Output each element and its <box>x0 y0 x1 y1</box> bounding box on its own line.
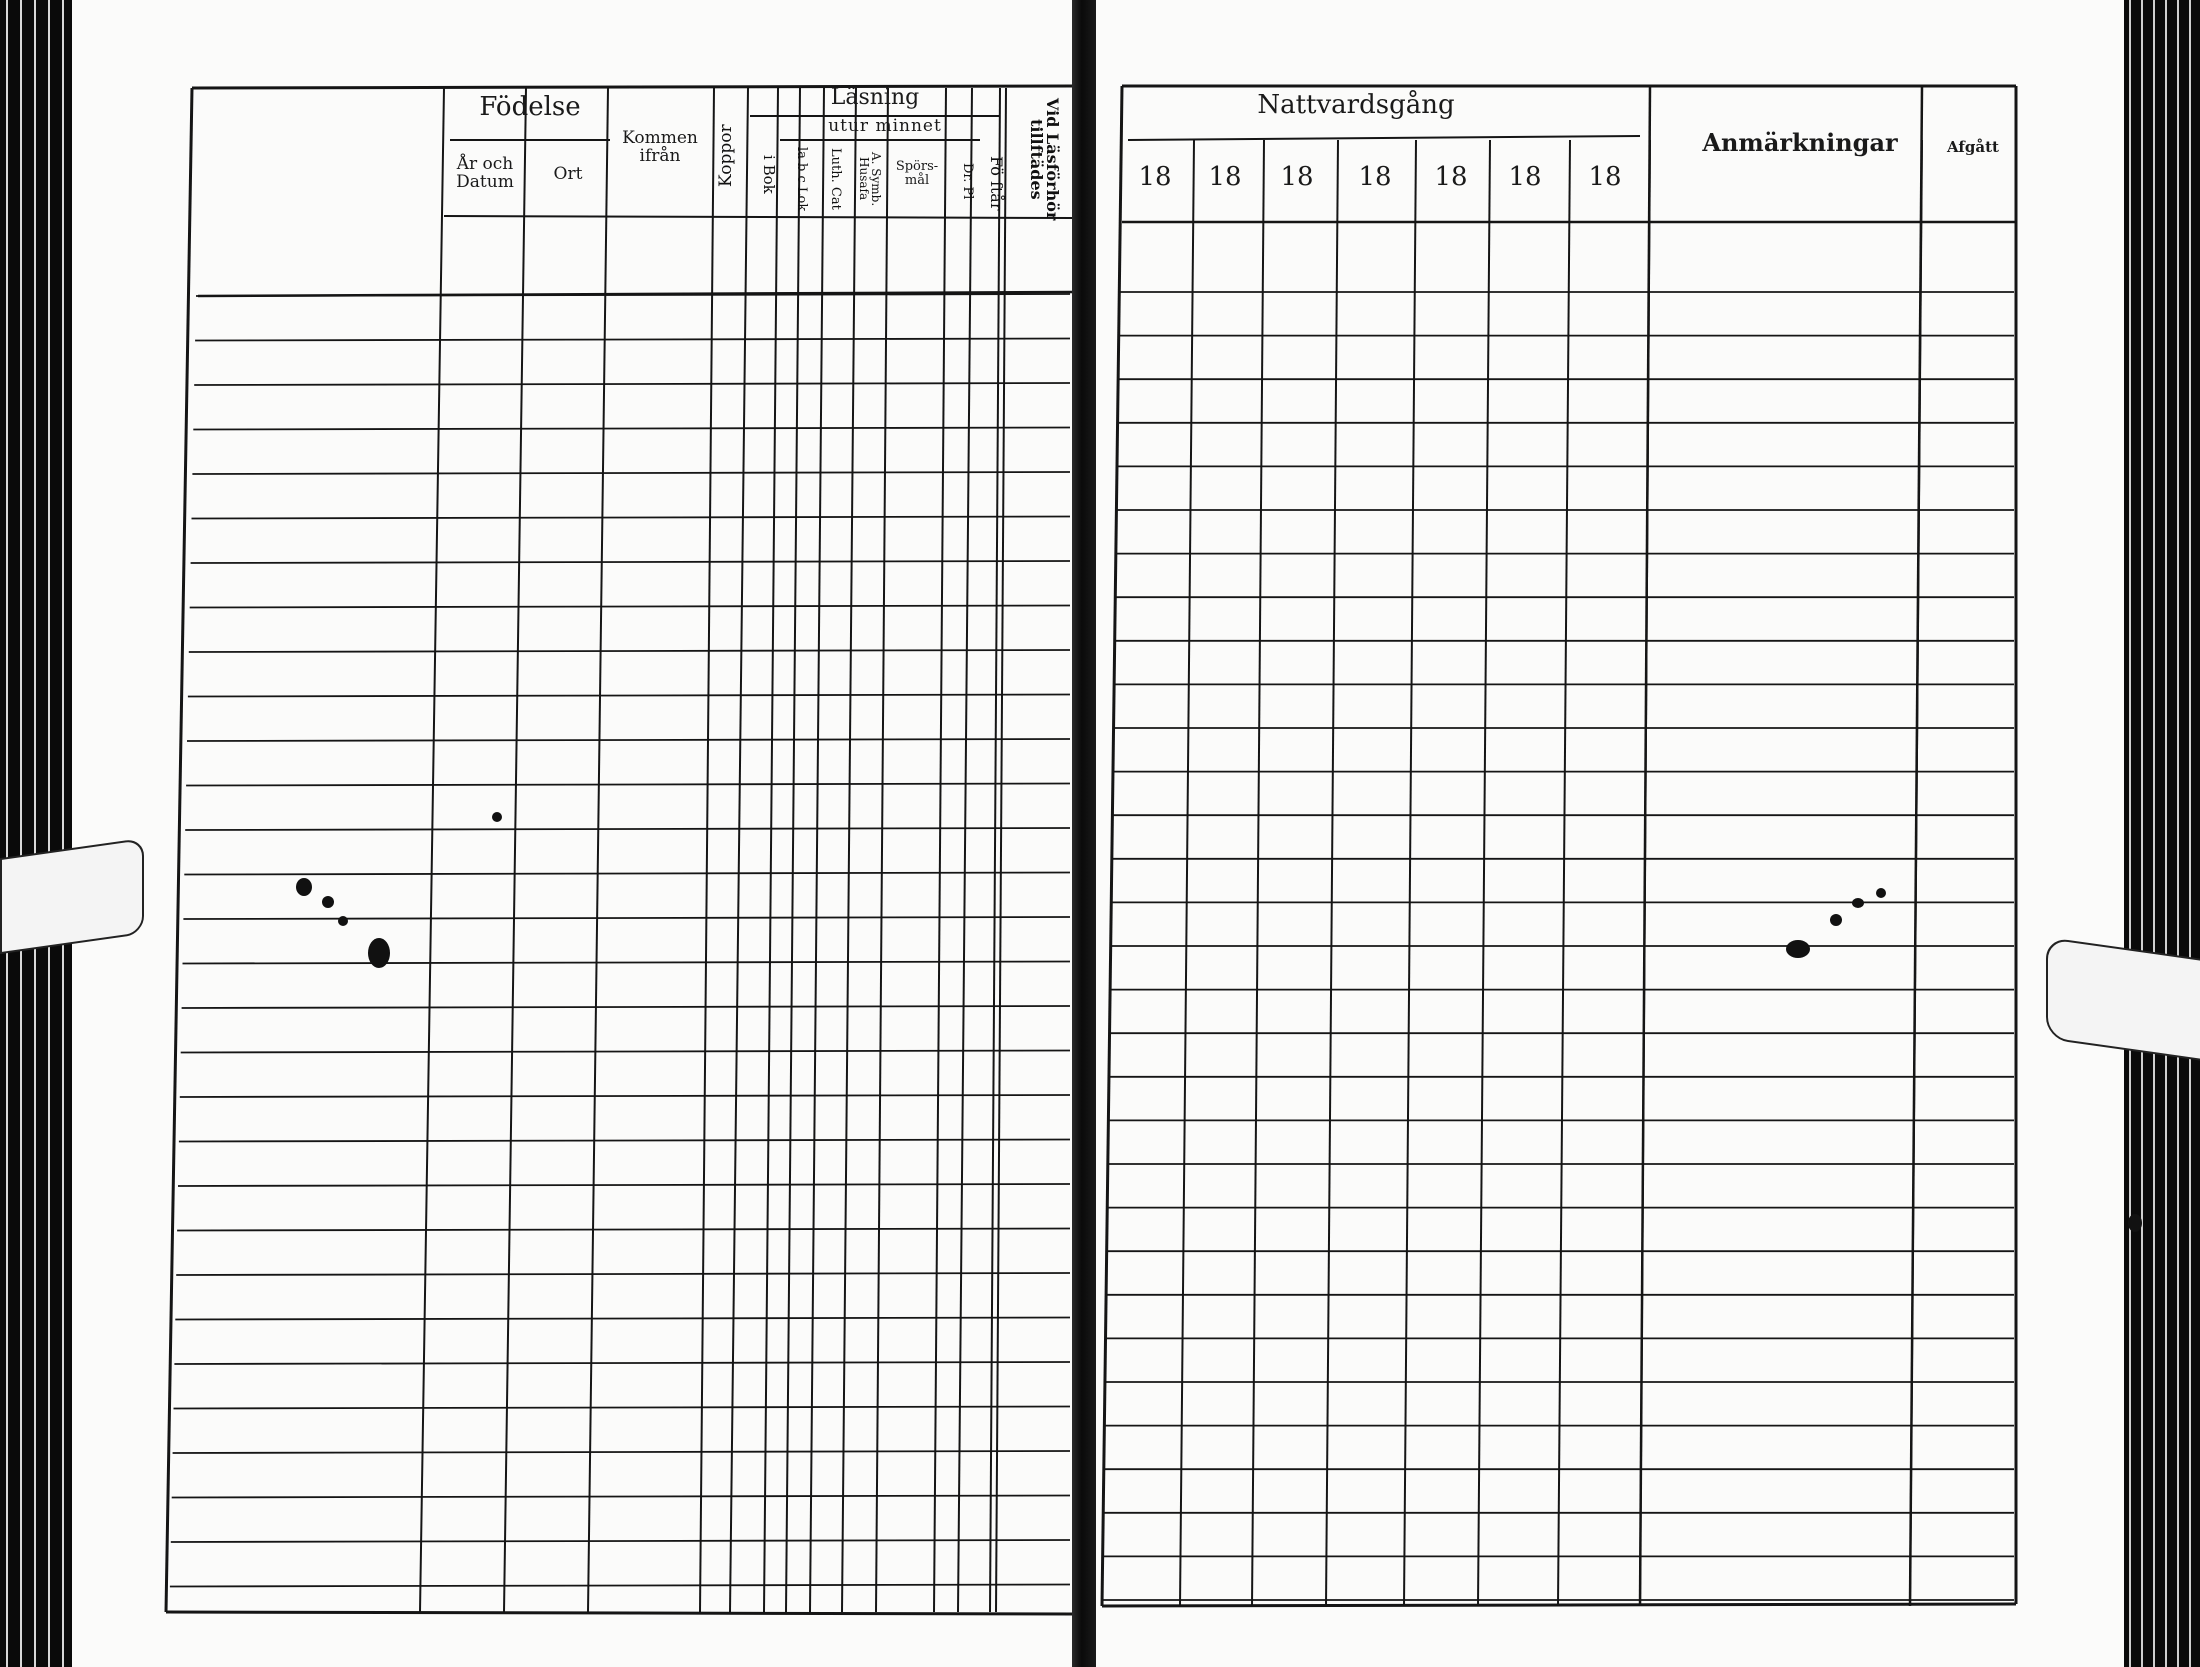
grid-line <box>810 88 824 1612</box>
communion-year-header: 18 <box>1434 162 1468 192</box>
reading-by-heart-header: utur minnet <box>828 116 942 136</box>
reading-abc-book-header: la b c Lok <box>794 146 809 212</box>
grid-line <box>185 828 1070 830</box>
grid-line <box>186 784 1070 786</box>
smallpox-header: Koppor <box>716 124 736 188</box>
grid-line <box>190 606 1070 608</box>
ink-blot <box>368 938 390 968</box>
ink-blot <box>1830 914 1842 926</box>
communion-header: Nattvardsgång <box>1257 90 1455 120</box>
birth-header: Födelse <box>479 92 581 122</box>
grid-line <box>1558 140 1570 1606</box>
grid-line <box>1128 136 1640 140</box>
grid-line <box>184 873 1070 875</box>
grid-line <box>1404 140 1416 1606</box>
grid-line <box>444 216 1072 218</box>
grid-line <box>1180 140 1194 1606</box>
ink-blot <box>1852 898 1864 908</box>
grid-line <box>188 695 1070 697</box>
grid-line <box>700 88 714 1612</box>
communion-year-header: 18 <box>1138 162 1172 192</box>
communion-year-header: 18 <box>1208 162 1242 192</box>
grid-line <box>730 88 748 1612</box>
grid-line <box>192 472 1070 474</box>
grid-line <box>764 88 778 1612</box>
birth-place-header: Ort <box>553 164 583 184</box>
grid-line <box>181 1051 1070 1053</box>
grid-line <box>166 1612 1072 1614</box>
came-from-header: Kommen ifrån <box>622 128 698 166</box>
reading-in-book-header: i Bok <box>760 154 778 194</box>
departed-header: Afgått <box>1947 138 1999 156</box>
ink-blot <box>1876 888 1886 898</box>
communion-year-header: 18 <box>1508 162 1542 192</box>
grid-line <box>420 88 444 1612</box>
grid-line <box>193 428 1070 430</box>
grid-line <box>1252 140 1264 1606</box>
understanding-header: Fö ftår <box>987 155 1006 211</box>
ink-blot <box>296 878 312 896</box>
ink-blot <box>1786 940 1810 958</box>
ink-blot <box>2128 1214 2142 1232</box>
grid-line <box>189 650 1070 652</box>
birth-year-date-header: År och Datum <box>456 154 514 192</box>
grid-line <box>180 1095 1070 1097</box>
grid-line <box>166 88 192 1612</box>
reading-luth-cat-header: Luth. Cat <box>828 148 843 210</box>
grid-line <box>1910 86 1922 1606</box>
grid-line <box>183 917 1070 919</box>
reading-questions-header: Spörs-mål <box>895 159 939 188</box>
grid-line <box>179 1140 1070 1142</box>
grid-line <box>504 88 526 1612</box>
grid-line <box>178 1184 1070 1186</box>
grid-line <box>187 739 1070 741</box>
grid-line <box>191 561 1070 563</box>
ink-blot <box>322 896 334 908</box>
grid-line <box>786 88 800 1612</box>
grid-line <box>1478 140 1490 1606</box>
grid-line <box>192 517 1071 519</box>
communion-year-header: 18 <box>1588 162 1622 192</box>
grid-line <box>195 339 1070 341</box>
grid-line <box>194 383 1070 385</box>
reading-header: Läsning <box>830 85 920 110</box>
ink-blot <box>492 812 502 822</box>
reading-symb-books-header: A. Symb. Husafa <box>857 151 883 207</box>
reading-dr-pl-header: Dr. Pl <box>960 162 975 200</box>
remarks-header: Anmärkningar <box>1702 128 1898 157</box>
ink-blot <box>338 916 348 926</box>
grid-line <box>1102 86 1122 1606</box>
grid-line <box>1326 140 1338 1606</box>
grid-line <box>958 88 972 1612</box>
grid-line <box>182 1006 1070 1008</box>
communion-year-header: 18 <box>1358 162 1392 192</box>
left-page-tab <box>0 838 144 954</box>
grid-line <box>1640 86 1650 1606</box>
grid-line <box>934 88 946 1612</box>
grid-line <box>588 88 608 1612</box>
grid-line <box>842 88 856 1612</box>
grid-line <box>183 962 1071 964</box>
communion-year-header: 18 <box>1280 162 1314 192</box>
grid-line <box>876 88 888 1612</box>
catechism-meeting-header: Vid Läsförhör tillftädes <box>1027 97 1062 221</box>
